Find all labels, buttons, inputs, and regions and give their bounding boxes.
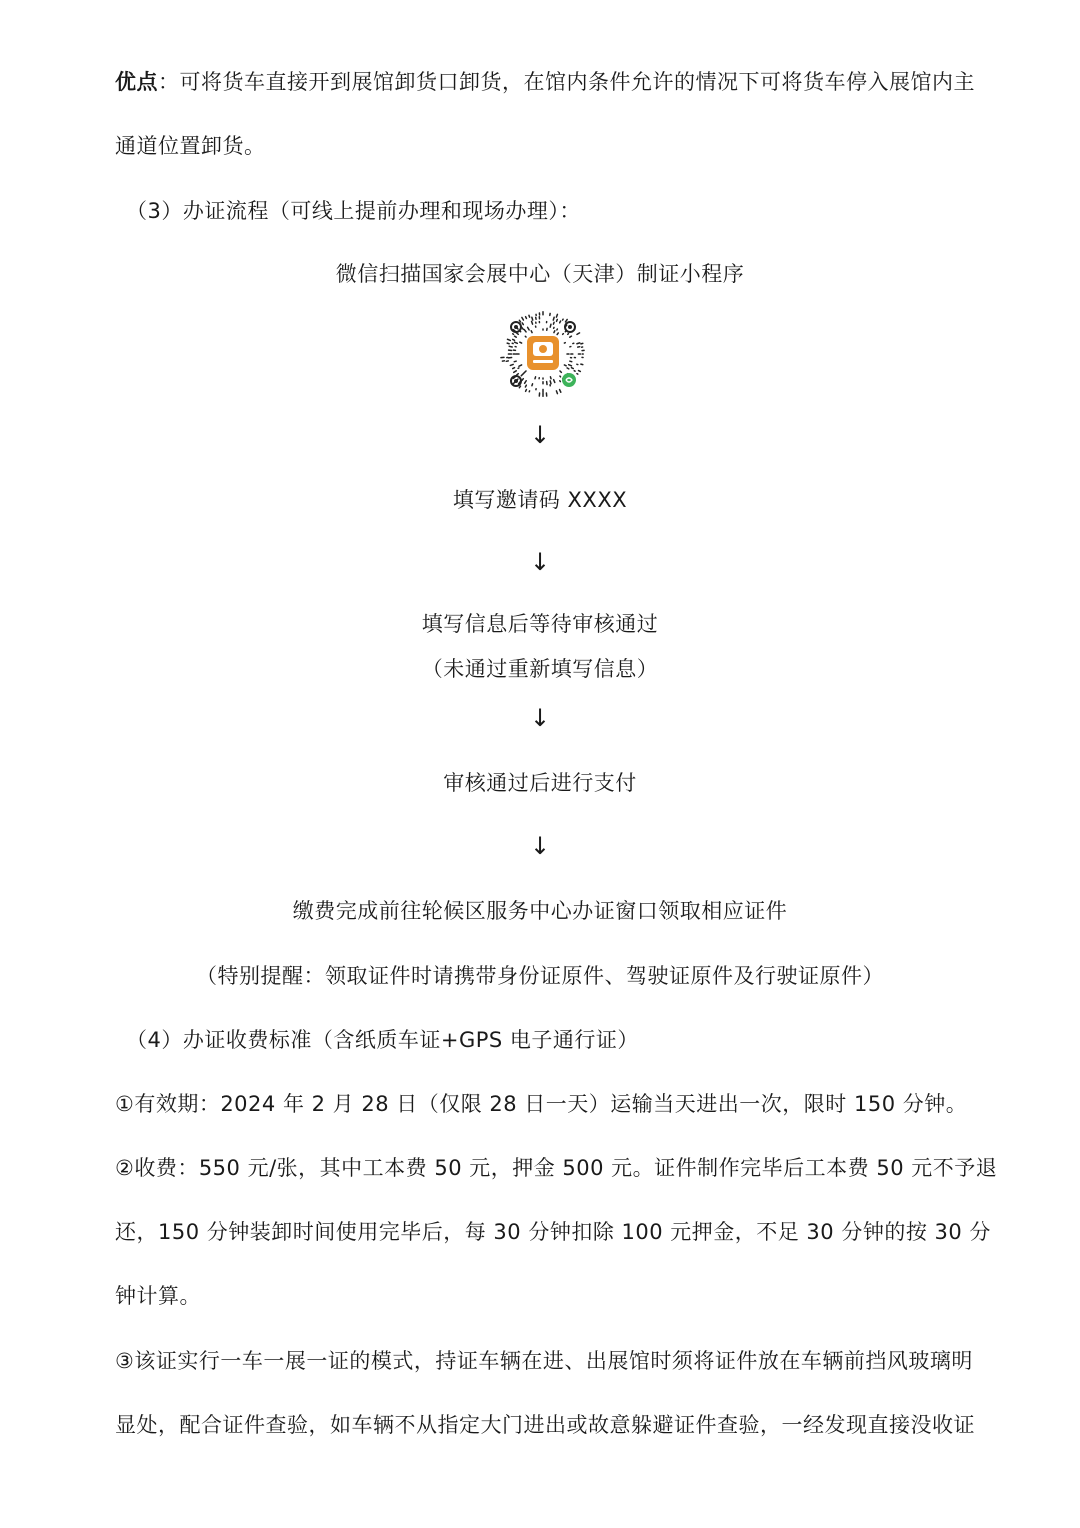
qr-dot <box>522 323 523 325</box>
advantage-line-1 <box>115 67 975 97</box>
qr-dot <box>515 336 517 337</box>
qr-dot <box>532 384 533 386</box>
qr-locator-dot <box>514 379 518 383</box>
qr-dot <box>570 336 572 337</box>
qr-dot <box>521 374 523 376</box>
flow-step-invite-code: 填写邀请码 XXXX <box>452 488 628 512</box>
qr-dot <box>532 321 533 324</box>
qr-dot <box>557 333 558 335</box>
fee-item-rule-line-1: ③该证实行一车一展一证的模式，持证车辆在进、出展馆时须将证件放在车辆前挡风玻璃明 <box>115 1349 973 1373</box>
qr-dot <box>524 371 526 373</box>
qr-dot <box>571 368 573 369</box>
qr-dot <box>568 334 569 335</box>
qr-logo-mark <box>539 345 547 353</box>
qr-dot <box>520 342 522 343</box>
qr-dot <box>556 314 557 317</box>
qr-dot <box>577 343 580 344</box>
qr-dot <box>553 322 554 324</box>
qr-dot <box>550 381 551 384</box>
qr-dot <box>518 368 519 369</box>
qr-dot <box>550 324 551 327</box>
qr-dot <box>525 336 526 337</box>
qr-dot <box>526 317 527 319</box>
qr-dot <box>514 361 516 362</box>
qr-dot <box>522 317 524 320</box>
qr-dot <box>554 331 555 333</box>
qr-dot <box>519 320 520 322</box>
qr-dot <box>525 385 526 387</box>
qr-dot <box>581 343 583 344</box>
qr-dot <box>556 391 557 394</box>
qr-dot <box>577 333 580 335</box>
qr-dot <box>563 319 564 320</box>
section3-heading: （3）办证流程（可线上提前办理和现场办理）： <box>126 199 581 223</box>
fee-item-rule-line-2: 显处，配合证件查验，如车辆不从指定大门进出或故意躲避证件查验，一经发现直接没收证 <box>115 1413 975 1437</box>
qr-dot <box>563 334 564 335</box>
wechat-mini-program-qr-icon <box>500 311 586 397</box>
qr-dot <box>567 368 569 369</box>
flow-arrow-1: ↓ <box>529 421 551 449</box>
qr-dot <box>510 364 513 365</box>
flow-step-collect-note: （特别提醒：领取证件时请携带身份证原件、驾驶证原件及行驶证原件） <box>196 964 884 988</box>
qr-dot <box>508 339 511 340</box>
flow-arrow-4: ↓ <box>529 832 551 860</box>
qr-dot <box>581 364 583 365</box>
qr-dot <box>525 381 527 384</box>
fee-item-charge-line-2: 还，150 分钟装卸时间使用完毕后，每 30 分钟扣除 100 元押金，不足 30 分钟的按 30 分 <box>115 1220 991 1244</box>
flow-step-collect-pass: 缴费完成前往轮候区服务中心办证窗口领取相应证件 <box>292 899 788 923</box>
qr-dot <box>513 339 515 340</box>
qr-dot <box>531 331 532 333</box>
flow-step-wait-review: 填写信息后等待审核通过 <box>421 612 659 636</box>
qr-dot <box>507 343 509 344</box>
qr-dot <box>519 365 522 366</box>
qr-dot <box>577 374 578 375</box>
fee-item-charge-line-1: ②收费：550 元/张，其中工本费 50 元，押金 500 元。证件制作完毕后工本费 50 元不予退 <box>115 1156 998 1180</box>
qr-dot <box>513 368 515 369</box>
qr-dot <box>565 319 567 321</box>
flow-arrow-3: ↓ <box>529 704 551 732</box>
qr-dot <box>560 321 561 323</box>
qr-logo-bar <box>533 360 553 363</box>
qr-locator-dot <box>568 325 572 329</box>
qr-dot <box>564 365 566 366</box>
qr-mini-program-badge <box>562 373 576 387</box>
qr-dot <box>513 334 514 335</box>
qr-dot <box>550 377 551 379</box>
section4-heading: （4）办证收费标准（含纸质车证+GPS 电子通行证） <box>126 1028 639 1052</box>
qr-dot <box>514 371 517 373</box>
qr-dot <box>526 390 527 392</box>
qr-dot <box>535 377 536 379</box>
qr-dot <box>557 319 558 321</box>
flow-arrow-2: ↓ <box>529 548 551 576</box>
qr-dot <box>557 329 558 330</box>
qr-dot <box>560 371 561 372</box>
qr-dot <box>517 374 519 375</box>
flow-step-wait-review-note: （未通过重新填写信息） <box>421 657 659 681</box>
advantage-line-2: 通道位置卸货。 <box>115 134 266 158</box>
qr-dot <box>515 342 518 343</box>
qr-dot <box>529 315 530 317</box>
fee-item-charge-line-3: 钟计算。 <box>115 1284 201 1308</box>
flow-step-payment: 审核通过后进行支付 <box>443 771 637 795</box>
qr-dot <box>560 390 561 393</box>
qr-dot <box>570 361 572 362</box>
qr-dot <box>554 380 555 383</box>
qr-dot <box>560 381 561 382</box>
qr-dot <box>532 317 533 320</box>
qr-dot <box>524 330 526 332</box>
flow-step-scan: 微信扫描国家会展中心（天津）制证小程序 <box>335 262 745 286</box>
advantage-label: 优点 <box>115 70 158 94</box>
advantage-text: ：可将货车直接开到展馆卸货口卸货，在馆内条件允许的情况下可将货车停入展馆内主 <box>158 70 975 94</box>
qr-dot <box>509 346 512 347</box>
fee-item-validity: ①有效期：2024 年 2 月 28 日（仅限 28 日一天）运输当天进出一次，限时 150 分钟。 <box>115 1092 968 1116</box>
qr-dot <box>569 365 572 366</box>
qr-dot <box>522 379 523 381</box>
qr-dot <box>579 371 581 372</box>
qr-dot <box>528 327 530 330</box>
qr-locator-dot <box>514 325 518 329</box>
qr-dot <box>553 317 554 320</box>
qr-dot <box>519 386 520 388</box>
qr-dot <box>560 376 561 377</box>
